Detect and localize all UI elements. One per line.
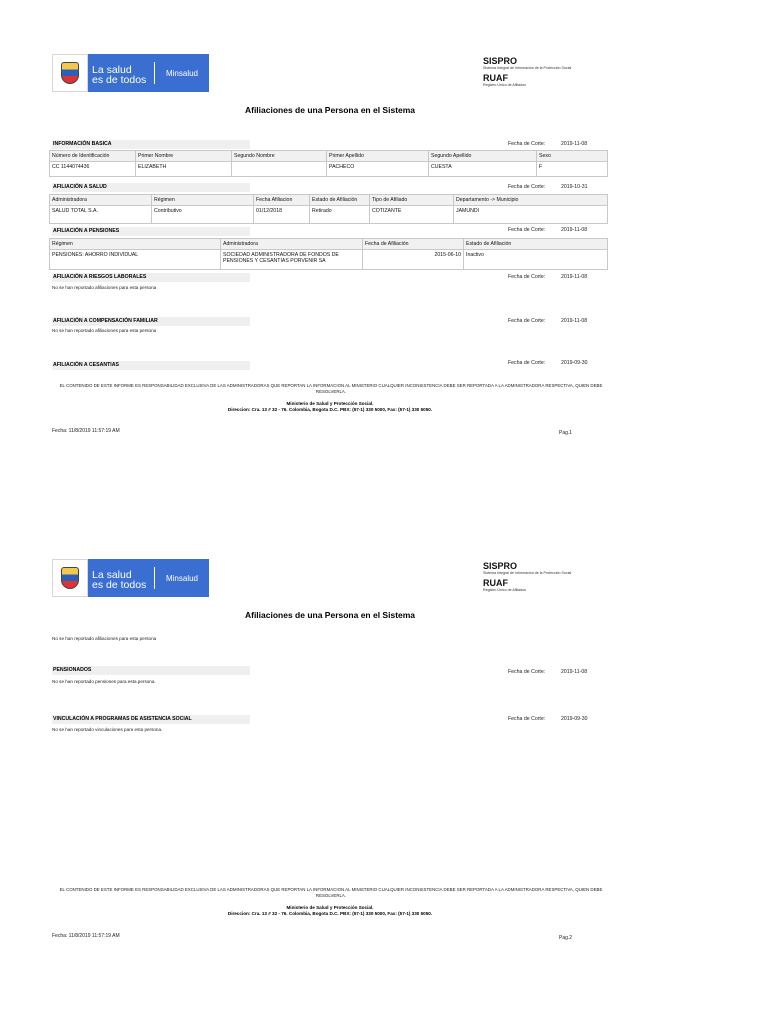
- table-cell: JAMUNDI: [454, 206, 608, 224]
- basica-table: [49, 150, 608, 177]
- fecha-corte-value: 2019-09-30: [561, 360, 588, 366]
- section-label-cesantias: AFILIACIÓN A CESANTIAS: [52, 361, 250, 370]
- column-header: Régimen: [50, 239, 221, 250]
- section-label-riesgos: AFILIACIÓN A RIESGOS LABORALES: [52, 273, 250, 282]
- section-label-vinculacion: VINCULACIÓN A PROGRAMAS DE ASISTENCIA SOCIAL: [52, 715, 250, 724]
- fecha-corte-label: Fecha de Corte:: [508, 716, 546, 722]
- report-page-2: [0, 505, 768, 1010]
- no-data-text: No se han reportado vinculaciones para esta persona.: [52, 727, 163, 732]
- column-header: Administradora: [221, 239, 363, 250]
- table-cell: [232, 162, 327, 177]
- column-header: Sexo: [537, 151, 608, 162]
- table-cell: SOCIEDAD ADMINISTRADORA DE FONDOS DE PENSIONES Y CESANTIAS PORVENIR SA: [221, 250, 363, 270]
- ministry-name: Ministerio de Salud y Protección Social.: [286, 905, 374, 910]
- sispro-title: SISPRO: [483, 561, 518, 571]
- table-cell: Inactivo: [464, 250, 608, 270]
- logo-line-1: La salud: [92, 64, 132, 76]
- table-cell: Retirado: [310, 206, 370, 224]
- no-data-text: No se han reportado afiliaciones para esta persona: [52, 328, 157, 333]
- column-header: Fecha Afiliacion: [254, 195, 310, 206]
- table-cell: CUESTA: [429, 162, 537, 177]
- logo-brand: Minsalud: [165, 573, 198, 583]
- minsalud-logo: [52, 54, 209, 92]
- table-cell: ELIZABETH: [136, 162, 232, 177]
- column-header: Número de Identificación: [50, 151, 136, 162]
- minsalud-logo: [52, 559, 209, 597]
- column-header: Estado de Afiliación: [310, 195, 370, 206]
- section-label-salud: AFILIACIÓN A SALUD: [52, 183, 250, 192]
- fecha-corte-label: Fecha de Corte:: [508, 274, 546, 280]
- ministry-name: Ministerio de Salud y Protección Social.: [286, 401, 374, 406]
- footer-date: Fecha: 11/8/2019 11:57:19 AM: [52, 428, 120, 434]
- document-title: Afiliaciones de una Persona en el Sistema: [244, 610, 416, 620]
- fecha-corte-label: Fecha de Corte:: [508, 318, 546, 324]
- no-data-text: No se han reportado afiliaciones para esta persona: [52, 636, 157, 641]
- fecha-corte-value: 2019-09-30: [561, 716, 588, 722]
- fecha-corte-label: Fecha de Corte:: [508, 360, 546, 366]
- ruaf-subtitle: Registro Único de Afiliados: [483, 588, 526, 592]
- no-data-text: No se han reportado afiliaciones para esta persona: [52, 285, 157, 290]
- sispro-logo: [483, 561, 623, 593]
- column-header: Segundo Apellido: [429, 151, 537, 162]
- column-header: Administradora: [50, 195, 152, 206]
- sispro-logo: [483, 56, 623, 88]
- ministry-address: Direccion: Cra. 13 # 32 - 76. Colombia, Bogota D.C. PBX: (57-1) 330 5000, Fax: (57-1) 330 5050.: [227, 911, 433, 916]
- logo-line-2: es de todos: [92, 74, 147, 86]
- footer-date: Fecha: 11/8/2019 11:57:19 AM: [52, 933, 120, 939]
- column-header: Régimen: [152, 195, 254, 206]
- section-label-pensionados: PENSIONADOS: [52, 666, 250, 675]
- column-header: Estado de Afiliación: [464, 239, 608, 250]
- column-header: Departamento -> Municipio: [454, 195, 608, 206]
- table-cell: F: [537, 162, 608, 177]
- coat-of-arms-icon: [61, 62, 79, 84]
- fecha-corte-label: Fecha de Corte:: [508, 669, 546, 675]
- table-cell: SALUD TOTAL S.A.: [50, 206, 152, 224]
- table-cell: 2015-06-10: [363, 250, 464, 270]
- section-label-compensacion: AFILIACIÓN A COMPENSACIÓN FAMILIAR: [52, 317, 250, 326]
- section-label-basica: INFORMACIÓN BASICA: [52, 140, 250, 149]
- fecha-corte-value: 2019-11-08: [561, 227, 588, 233]
- table-cell: Contributivo: [152, 206, 254, 224]
- ministry-address: Direccion: Cra. 13 # 32 - 76. Colombia, Bogota D.C. PBX: (57-1) 330 5000, Fax: (57-1) 330 5050.: [227, 407, 433, 412]
- table-cell: PACHECO: [327, 162, 429, 177]
- fecha-corte-label: Fecha de Corte:: [508, 184, 546, 190]
- table-cell: CC 1144074436: [50, 162, 136, 177]
- pensiones-table: [49, 238, 608, 270]
- footer-page-number: Pag.1: [559, 430, 573, 436]
- table-cell: 01/12/2018: [254, 206, 310, 224]
- footer-page-number: Pag.2: [559, 935, 573, 941]
- fecha-corte-value: 2019-10-31: [561, 184, 588, 190]
- column-header: Primer Nombre: [136, 151, 232, 162]
- fecha-corte-value: 2019-11-08: [561, 274, 588, 280]
- sispro-subtitle: Sistema Integral de Información de la Protección Social: [483, 66, 572, 70]
- logo-line-1: La salud: [92, 569, 132, 581]
- section-label-pensiones: AFILIACIÓN A PENSIONES: [52, 227, 250, 236]
- sispro-subtitle: Sistema Integral de Información de la Protección Social: [483, 571, 572, 575]
- table-cell: COTIZANTE: [370, 206, 454, 224]
- coat-of-arms-icon: [61, 567, 79, 589]
- ruaf-title: RUAF: [483, 73, 508, 83]
- column-header: Fecha de Afiliación: [363, 239, 464, 250]
- column-header: Segundo Nombre: [232, 151, 327, 162]
- disclaimer-text: EL CONTENIDO DE ESTE INFORME ES RESPONSABILIDAD EXCLUSIVA DE LAS ADMINISTRADORAS QUE REPORTAN LA INFORMACION AL MINISTERIO CUALQUIER INCONSISTENCIA DEBE SER REPORTADA A LA ADMINISTRADORA RESPECTIVA, QUIEN DEBE RESOLVERLA.: [59, 383, 603, 394]
- salud-table: [49, 194, 608, 224]
- sispro-title: SISPRO: [483, 56, 518, 66]
- ruaf-subtitle: Registro Único de Afiliados: [483, 83, 526, 87]
- document-title: Afiliaciones de una Persona en el Sistema: [244, 105, 416, 115]
- fecha-corte-label: Fecha de Corte:: [508, 141, 546, 147]
- no-data-text: No se han reportado pensiones para esta persona.: [52, 679, 156, 684]
- ruaf-title: RUAF: [483, 578, 508, 588]
- fecha-corte-value: 2019-11-08: [561, 141, 588, 147]
- table-cell: PENSIONES: AHORRO INDIVIDUAL: [50, 250, 221, 270]
- logo-line-2: es de todos: [92, 579, 147, 591]
- disclaimer-text: EL CONTENIDO DE ESTE INFORME ES RESPONSABILIDAD EXCLUSIVA DE LAS ADMINISTRADORAS QUE REPORTAN LA INFORMACION AL MINISTERIO CUALQUIER INCONSISTENCIA DEBE SER REPORTADA A LA ADMINISTRADORA RESPECTIVA, QUIEN DEBE RESOLVERLA.: [59, 887, 603, 898]
- fecha-corte-label: Fecha de Corte:: [508, 227, 546, 233]
- fecha-corte-value: 2019-11-08: [561, 669, 588, 675]
- logo-brand: Minsalud: [165, 68, 198, 78]
- column-header: Tipo de Afiliado: [370, 195, 454, 206]
- column-header: Primer Apellido: [327, 151, 429, 162]
- fecha-corte-value: 2019-11-08: [561, 318, 588, 324]
